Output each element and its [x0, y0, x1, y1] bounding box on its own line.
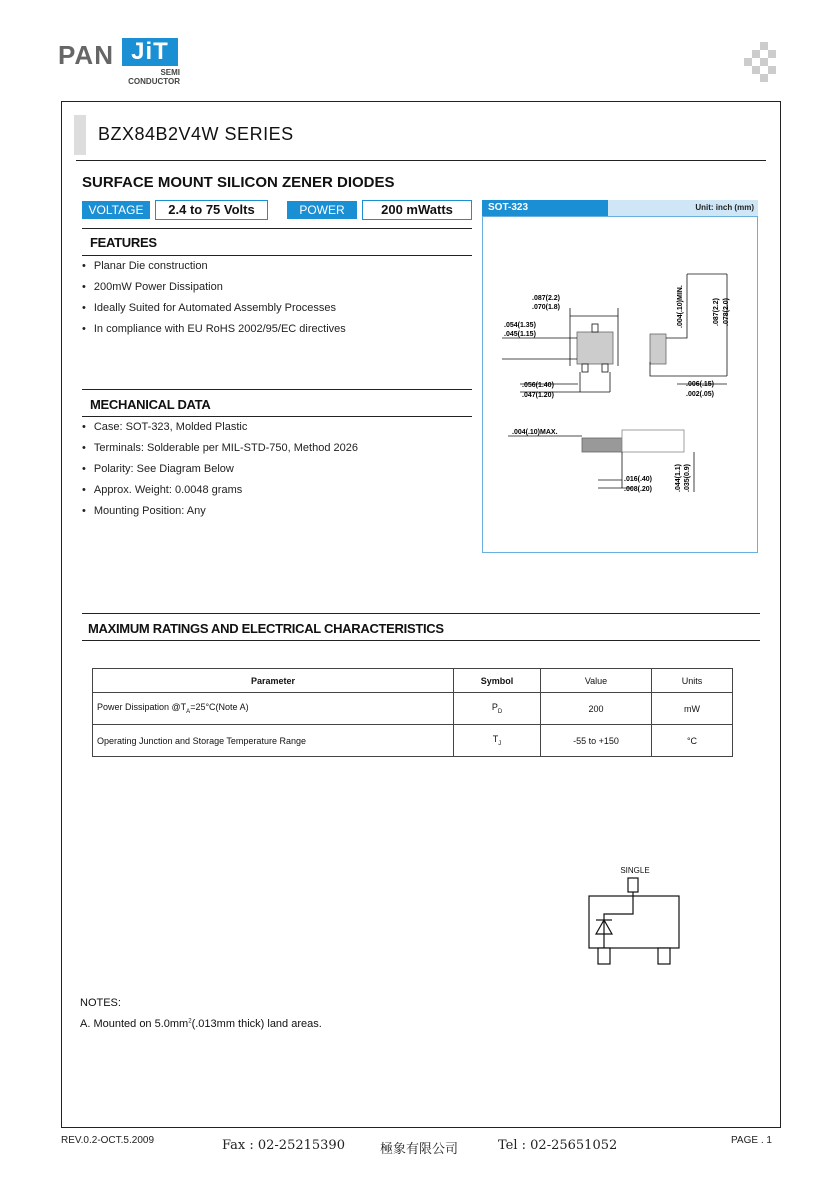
list-item: • Case: SOT-323, Molded Plastic	[80, 417, 470, 438]
notes-heading: NOTES:	[80, 997, 121, 1009]
title-accent-block	[74, 115, 86, 155]
package-outline-drawing	[482, 216, 758, 553]
cell-symbol: $T_J$	[454, 725, 541, 757]
dim-label: .054(1.35)	[504, 322, 536, 329]
cell-units: mW	[652, 693, 733, 725]
dim-label: .044(1.1)	[675, 463, 682, 492]
dim-label: .078(2.0)	[723, 297, 730, 326]
voltage-value: 2.4 to 75 Volts	[155, 200, 268, 220]
list-item: • Terminals: Solderable per MIL-STD-750, Method 2026	[80, 438, 470, 459]
cell-symbol: $P_D$	[454, 693, 541, 725]
dim-label: .016(.40)	[624, 476, 653, 483]
list-item: • Approx. Weight: 0.0048 grams	[80, 480, 470, 501]
dim-label: .047(1.20)	[522, 392, 554, 399]
dim-label: .056(1.40)	[522, 382, 554, 389]
dim-label: .070(1.8)	[532, 304, 561, 311]
series-title: BZX84B2V4W SERIES	[98, 124, 294, 144]
list-item: • Ideally Suited for Automated Assembly Processes	[80, 298, 470, 319]
list-item: • 200mW Power Dissipation	[80, 277, 470, 298]
voltage-label: VOLTAGE	[82, 201, 150, 219]
dim-label: .004(.10)MAX.	[512, 429, 558, 436]
mechanical-top-rule	[82, 389, 472, 390]
cell-parameter: Power Dissipation $@T_A=25^\circ C(Note$ A)	[93, 693, 454, 725]
table-header-row	[93, 669, 733, 693]
dim-label: .002(.05)	[686, 391, 715, 398]
dim-label: .006(.15)	[686, 381, 715, 388]
footer-revision: REV.0.2-OCT.5.2009	[61, 1135, 155, 1146]
mechanical-heading: MECHANICAL DATA	[90, 397, 211, 412]
footer-tel: Tel : 02-25651052	[498, 1138, 618, 1153]
package-unit: Unit: inch (mm)	[695, 203, 754, 212]
power-value: 200 mWatts	[362, 200, 472, 220]
product-subtitle: SURFACE MOUNT SILICON ZENER DIODES	[82, 174, 395, 191]
ratings-table	[92, 668, 733, 757]
logo-jit-badge: JiT	[122, 38, 178, 66]
ratings-bottom-rule	[82, 640, 760, 641]
logo-pan-text: PAN	[58, 40, 114, 70]
dim-label: .087(2.2)	[713, 297, 720, 326]
footer-company: 極象有限公司	[380, 1142, 459, 1157]
mechanical-list	[80, 417, 470, 522]
cell-units: °C	[652, 725, 733, 757]
list-item: • Planar Die construction	[80, 256, 470, 277]
dim-label: .004(.10)MIN.	[677, 285, 684, 328]
logo-sub-line-2: CONDUCTOR	[128, 77, 180, 86]
list-item: • In compliance with EU RoHS 2002/95/EC directives	[80, 319, 470, 340]
col-header-units: Units	[652, 669, 733, 693]
list-item: • Mounting Position: Any	[80, 501, 470, 522]
table-row	[93, 693, 733, 725]
col-header-parameter: Parameter	[93, 669, 454, 693]
footer-fax: Fax : 02-25215390	[222, 1138, 345, 1153]
col-header-value: Value	[541, 669, 652, 693]
dim-label: .035(0.9)	[684, 463, 691, 492]
features-heading: FEATURES	[90, 235, 157, 250]
logo-sub-line-1: SEMI	[160, 68, 180, 77]
list-item: • Polarity: See Diagram Below	[80, 459, 470, 480]
footer-page-number: PAGE . 1	[731, 1135, 772, 1146]
diagram-label: SINGLE	[620, 866, 650, 875]
table-row	[93, 725, 733, 757]
dim-label: .087(2.2)	[532, 295, 561, 302]
cell-parameter: Operating Junction and Storage Temperature Range	[93, 725, 454, 757]
cell-value: 200	[541, 693, 652, 725]
col-header-symbol: Symbol	[454, 669, 541, 693]
cell-value: -55 to +150	[541, 725, 652, 757]
package-name: SOT-323	[482, 200, 608, 216]
dim-label: .045(1.15)	[504, 331, 536, 338]
title-rule	[76, 160, 766, 161]
power-label: POWER	[287, 201, 357, 219]
logo-subtext	[124, 68, 180, 86]
dim-label: .008(.20)	[624, 486, 653, 493]
ratings-heading: MAXIMUM RATINGS AND ELECTRICAL CHARACTERISTICS	[88, 621, 444, 636]
note-a: A. Mounted on $5.0mm^2(.013mm$ thick) land areas.	[80, 1018, 322, 1030]
features-top-rule	[82, 228, 472, 229]
ratings-top-rule	[82, 613, 760, 614]
pinout-diagram	[585, 876, 685, 968]
features-list	[80, 256, 470, 340]
